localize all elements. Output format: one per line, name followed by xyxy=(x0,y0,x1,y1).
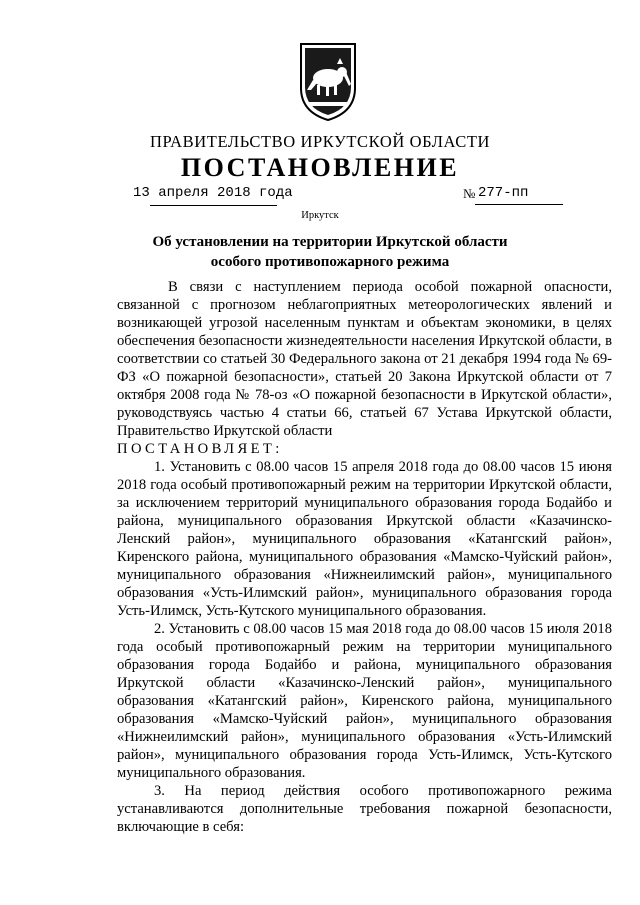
document-body xyxy=(117,278,612,836)
preamble: В связи с наступлением периода особой пожарной опасности, связанной с прогнозом неблагоприятных метеорологических явлений и возникающей угрозой населенным пунктам и объектам экономики, в целях обеспечения безопасности жизнедеятельности населения Иркутской области, в соответствии со статьей 30 Федерального закона от 21 декабря 1994 года № 69-ФЗ «О пожарной безопасности», статьей 20 Закона Иркутской области от 7 октября 2008 года № 78-оз «О пожарной безопасности в Иркутской области», руководствуясь частью 4 статьи 66, статьей 67 Устава Иркутской области, Правительство Иркутской области xyxy=(117,279,612,439)
coat-of-arms-icon xyxy=(297,40,359,122)
decree-item: 1. Установить с 08.00 часов 15 апреля 2018 года до 08.00 часов 15 июня 2018 года особый противопожарный режим на территории Иркутской области, за исключением территорий муниципального образования города Бодайбо и района, муниципального образования Иркутской области «Казачинско-Ленский район», муниципального образования «Катангский район», Киренского района, муниципального образования «Мамско-Чуйский район», муниципального образования «Нижнеилимский район», муниципального образования «Усть-Илимский район», муниципального образования города Усть-Илимск, Усть-Кутского муниципального образования. xyxy=(117,459,612,619)
number-label xyxy=(463,186,475,202)
decree-item: 2. Установить с 08.00 часов 15 мая 2018 года до 08.00 часов 15 июля 2018 года особый противопожарный режим на территории муниципального образования города Бодайбо и района, муниципального образования Иркутской области «Казачинско-Ленский район», муниципального образования «Катангский район», Киренского района, муниципального образования «Мамско-Чуйский район», муниципального образования «Нижнеилимский район», муниципального образования «Усть-Илимский район», муниципального образования города Усть-Илимск, Усть-Кутского муниципального образования. xyxy=(117,621,612,781)
document-date: 13 апреля 2018 года xyxy=(133,185,293,201)
number-sign: № xyxy=(463,186,476,201)
government-name: ПРАВИТЕЛЬСТВО ИРКУТСКОЙ ОБЛАСТИ xyxy=(149,132,491,151)
document-title: Об установлении на территории Иркутской области особого противопожарного режима xyxy=(152,234,508,270)
decree-item: 3. На период действия особого противопожарного режима устанавливаются дополнительные требования пожарной безопасности, включающие в себя: xyxy=(117,783,612,835)
document-number: 277-пп xyxy=(478,185,529,201)
date-underline xyxy=(150,205,277,206)
number-underline xyxy=(475,204,563,205)
decree-word: ПОСТАНОВЛЯЕТ: xyxy=(117,441,283,457)
document-type: ПОСТАНОВЛЕНИЕ xyxy=(180,153,460,182)
city-name: Иркутск xyxy=(301,210,339,221)
